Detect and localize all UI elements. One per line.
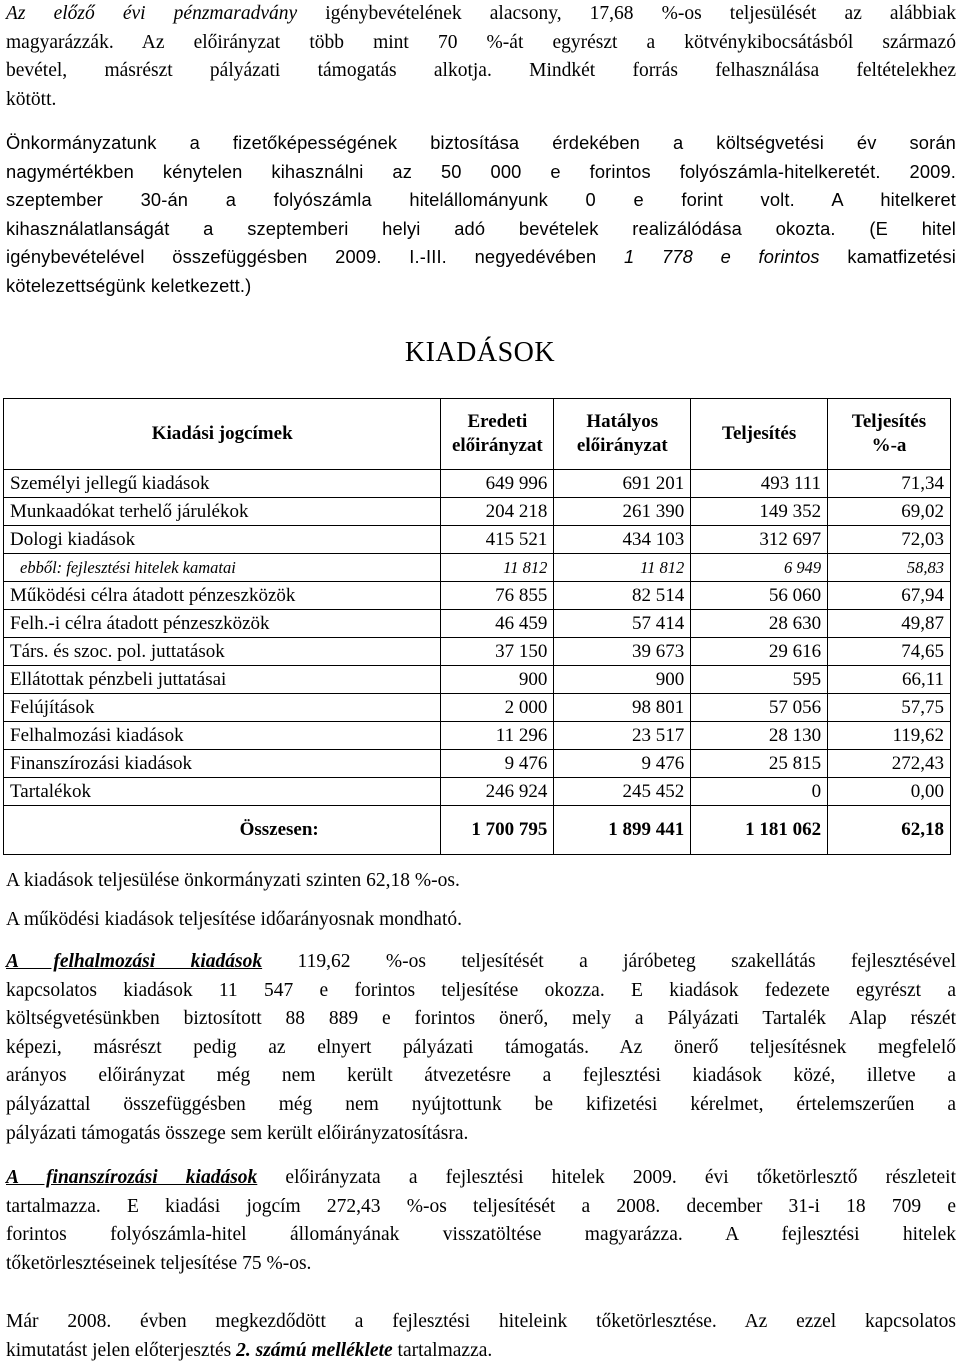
table-row xyxy=(4,582,951,610)
cell-original: 37 150 xyxy=(441,638,554,666)
header-category xyxy=(4,399,441,470)
cell-current: 98 801 xyxy=(554,694,691,722)
section-title: KIADÁSOK xyxy=(404,337,556,368)
cell-percent: 272,43 xyxy=(828,750,951,778)
paragraph-repayment-note xyxy=(6,1308,956,1365)
cell-current: 900 xyxy=(554,666,691,694)
cell-original: 204 218 xyxy=(441,498,554,526)
total-current: 1 899 441 xyxy=(554,806,691,855)
cell-performance: 28 630 xyxy=(691,610,828,638)
header-performance-percent xyxy=(828,399,951,470)
cell-original: 649 996 xyxy=(441,470,554,498)
sentence-overall xyxy=(6,867,956,896)
table-row xyxy=(4,610,951,638)
row-label: Ellátottak pénzbeli juttatásai xyxy=(4,666,441,694)
table-row xyxy=(4,470,951,498)
total-label: Összesen: xyxy=(4,806,441,855)
sentence-operating xyxy=(6,906,956,935)
cell-current: 23 517 xyxy=(554,722,691,750)
cell-current: 691 201 xyxy=(554,470,691,498)
table-header-row xyxy=(4,399,951,470)
cell-original: 2 000 xyxy=(441,694,554,722)
row-label: Finanszírozási kiadások xyxy=(4,750,441,778)
text-line: bevétel, másrészt pályázati támogatás alkotja. Mindkét forrás felhasználása feltételekhez xyxy=(6,60,956,82)
table-row xyxy=(4,638,951,666)
text-line: A működési kiadások teljesítése időarányosnak mondható. xyxy=(6,909,462,930)
cell-performance: 57 056 xyxy=(691,694,828,722)
cell-percent: 67,94 xyxy=(828,582,951,610)
cell-performance: 28 130 xyxy=(691,722,828,750)
text-line: pályázati támogatás összege sem került előirányzatosításra. xyxy=(6,1122,469,1144)
expenditure-table xyxy=(3,398,951,855)
header-current-budget xyxy=(554,399,691,470)
row-label: Felhalmozási kiadások xyxy=(4,722,441,750)
cell-original: 76 855 xyxy=(441,582,554,610)
cell-original: 415 521 xyxy=(441,526,554,554)
cell-percent: 69,02 xyxy=(828,498,951,526)
cell-percent: 71,34 xyxy=(828,470,951,498)
text-span: igénybevételének alacsony, 17,68 %-os teljesülését az alábbiak xyxy=(297,3,956,24)
text-line: forintos folyószámla-hitel állományának visszatöltése magyarázza. A fejlesztési hitelek xyxy=(6,1224,956,1246)
cell-percent: 49,87 xyxy=(828,610,951,638)
table-row xyxy=(4,694,951,722)
cell-percent: 0,00 xyxy=(828,778,951,806)
text-line: kötelezettségünk keletkezett.) xyxy=(6,274,252,296)
annex-reference: 2. számú melléklete xyxy=(236,1339,393,1361)
cell-percent: 66,11 xyxy=(828,666,951,694)
table-row xyxy=(4,498,951,526)
cell-performance: 0 xyxy=(691,778,828,806)
cell-original: 9 476 xyxy=(441,750,554,778)
table-total-row xyxy=(4,806,951,855)
cell-performance: 6 949 xyxy=(691,554,828,582)
row-label: Munkaadókat terhelő járulékok xyxy=(4,498,441,526)
cell-original: 246 924 xyxy=(441,778,554,806)
text-span: kimutatást jelen előterjesztés xyxy=(6,1339,237,1361)
cell-original: 900 xyxy=(441,666,554,694)
cell-performance: 595 xyxy=(691,666,828,694)
paragraph-financing-expenditure xyxy=(6,1164,956,1278)
cell-percent: 74,65 xyxy=(828,638,951,666)
row-label: Működési célra átadott pénzeszközök xyxy=(4,582,441,610)
table-row xyxy=(4,722,951,750)
row-label: Társ. és szoc. pol. juttatások xyxy=(4,638,441,666)
text-line: képezi, másrészt pedig az elnyert pályázati támogatás. Az önerő teljesítésnek megfelelő xyxy=(6,1036,956,1058)
text-line: nagymértékben kénytelen kihasználni az 50 000 e forintos folyószámla-hitelkeretét. 2009. xyxy=(6,160,956,182)
header-text: előirányzat xyxy=(576,435,668,456)
header-original-budget xyxy=(441,399,554,470)
cell-percent: 57,75 xyxy=(828,694,951,722)
text-line: tartalmazza. E kiadási jogcím 272,43 %-os teljesítését a 2008. december 31-i 18 709 e xyxy=(6,1195,956,1217)
cell-original: 11 296 xyxy=(441,722,554,750)
text-line: kötött. xyxy=(6,88,57,110)
row-label: Tartalékok xyxy=(4,778,441,806)
cell-current: 261 390 xyxy=(554,498,691,526)
cell-current: 57 414 xyxy=(554,610,691,638)
bold-italic-lead: A felhalmozási kiadások xyxy=(6,951,263,972)
cell-percent: 119,62 xyxy=(828,722,951,750)
cell-current: 245 452 xyxy=(554,778,691,806)
cell-performance: 25 815 xyxy=(691,750,828,778)
text-span: tartalmazza. xyxy=(392,1339,493,1361)
total-original: 1 700 795 xyxy=(441,806,554,855)
paragraph-capital-expenditure xyxy=(6,948,956,1148)
text-line: arányos előirányzat még nem került átvezetésre a fejlesztési kiadások közé, illetve a xyxy=(6,1065,956,1087)
table-row xyxy=(4,750,951,778)
cell-original: 46 459 xyxy=(441,610,554,638)
text-line: magyarázzák. Az előirányzat több mint 70 %-át egyrészt a kötvénykibocsátásból származó xyxy=(6,31,956,53)
text-line: kapcsolatos kiadások 11 547 e forintos teljesítése okozza. E kiadások fedezete egyrészt a xyxy=(6,979,956,1001)
table-row xyxy=(4,666,951,694)
header-text: Eredeti xyxy=(467,411,528,432)
row-label: Dologi kiadások xyxy=(4,526,441,554)
italic-lead: Az előző évi pénzmaradvány xyxy=(6,3,298,24)
row-label: ebből: fejlesztési hitelek kamatai xyxy=(4,554,441,582)
paragraph-credit-line xyxy=(6,129,956,300)
header-text: Teljesítés xyxy=(851,411,927,432)
row-label: Felújítások xyxy=(4,694,441,722)
text-line: tőketörlesztéseinek teljesítése 75 %-os. xyxy=(6,1252,312,1274)
table-row xyxy=(4,778,951,806)
text-line: szeptember 30-án a folyószámla hitelállományunk 0 e forint volt. A hitelkeret xyxy=(6,189,956,210)
text-span: 119,62 %-os teljesítését a járóbeteg szakellátás fejlesztésével xyxy=(262,951,956,972)
text-line: Önkormányzatunk a fizetőképességének biztosítása érdekében a költségvetési év során xyxy=(6,132,956,153)
cell-current: 434 103 xyxy=(554,526,691,554)
cell-percent: 72,03 xyxy=(828,526,951,554)
total-percent: 62,18 xyxy=(828,806,951,855)
cell-performance: 149 352 xyxy=(691,498,828,526)
cell-performance: 29 616 xyxy=(691,638,828,666)
cell-percent: 58,83 xyxy=(828,554,951,582)
row-label: Felh.-i célra átadott pénzeszközök xyxy=(4,610,441,638)
cell-performance: 312 697 xyxy=(691,526,828,554)
cell-current: 11 812 xyxy=(554,554,691,582)
cell-original: 11 812 xyxy=(441,554,554,582)
text-line: költségvetésünkben biztosított 88 889 e forintos önerő, mely a Pályázati Tartalék Alap részét xyxy=(6,1008,956,1030)
header-text: %-a xyxy=(871,435,907,456)
header-text: Hatályos xyxy=(586,411,659,432)
cell-current: 9 476 xyxy=(554,750,691,778)
header-text: Kiadási jogcímek xyxy=(151,423,293,444)
text-span: előirányzata a fejlesztési hitelek 2009. évi tőketörlesztő részleteit xyxy=(257,1167,956,1188)
bold-italic-lead: A finanszírozási kiadások xyxy=(6,1167,258,1188)
table-row-subitem xyxy=(4,554,951,582)
cell-current: 82 514 xyxy=(554,582,691,610)
row-label: Személyi jellegű kiadások xyxy=(4,470,441,498)
cell-current: 39 673 xyxy=(554,638,691,666)
table-row xyxy=(4,526,951,554)
italic-amount: 1 778 e forintos xyxy=(623,246,820,267)
text-span: kamatfizetési xyxy=(819,246,956,267)
text-line: Már 2008. évben megkezdődött a fejlesztési hiteleink tőketörlesztése. Az ezzel kapcsolatos xyxy=(6,1311,956,1332)
paragraph-pre-balance xyxy=(6,0,956,114)
header-text: előirányzat xyxy=(451,435,543,456)
header-performance xyxy=(691,399,828,470)
header-text: Teljesítés xyxy=(722,423,797,444)
text-line: A kiadások teljesülése önkormányzati szinten 62,18 %-os. xyxy=(6,870,460,891)
text-span: igénybevételével összefüggésben 2009. I.-III. negyedévében xyxy=(6,246,624,267)
cell-performance: 493 111 xyxy=(691,470,828,498)
text-line: pályázattal összefüggésben még nem nyújtottunk be kifizetési kérelmet, értelemszerűen a xyxy=(6,1093,956,1115)
cell-performance: 56 060 xyxy=(691,582,828,610)
text-line: kihasználatlanságát a szeptemberi helyi adó bevételek realizálódása okozta. (E hitel xyxy=(6,217,956,239)
total-performance: 1 181 062 xyxy=(691,806,828,855)
